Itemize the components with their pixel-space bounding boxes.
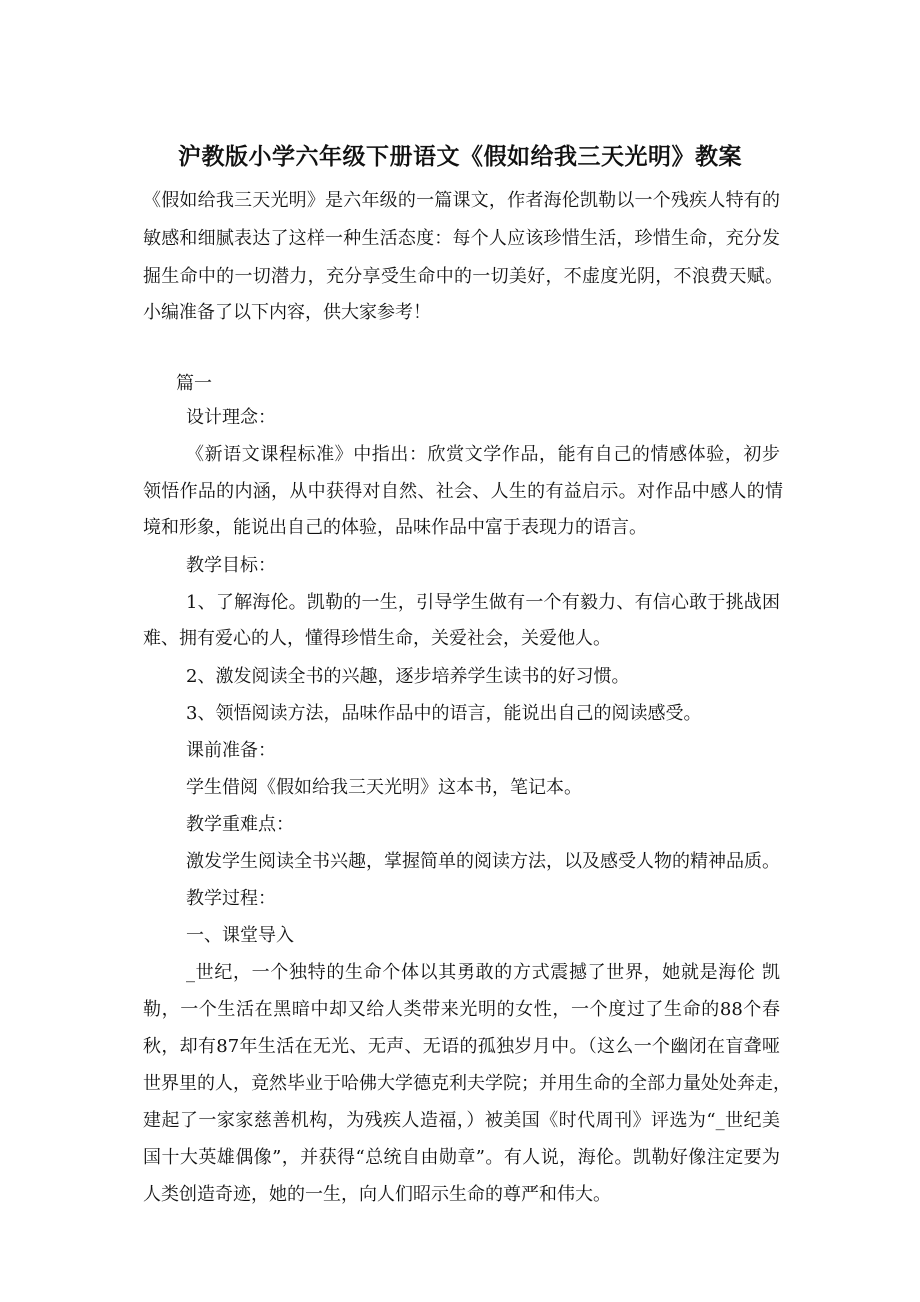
goal-line: 3、领悟阅读方法，品味作品中的语言，能说出自己的阅读感受。 xyxy=(186,703,702,724)
prep-text: 学生借阅《假如给我三天光明》这本书，笔记本。 xyxy=(186,777,582,798)
step-line: 世界里的人，竟然毕业于哈佛大学德克利夫学院；并用生命的全部力量处处奔走， xyxy=(143,1073,791,1094)
goal-line: 1、了解海伦。凯勒的一生，引导学生做有一个有毅力、有信心敢于挑战困 xyxy=(186,592,780,613)
goal-line: 2、激发阅读全书的兴趣，逐步培养学生读书的好习惯。 xyxy=(186,666,630,687)
step-heading: 一、课堂导入 xyxy=(186,925,294,946)
prep-heading: 课前准备： xyxy=(186,740,276,761)
key-text: 激发学生阅读全书兴趣，掌握简单的阅读方法，以及感受人物的精神品质。 xyxy=(186,851,780,872)
step-line: 国十大英雄偶像”，并获得“总统自由勋章”。有人说，海伦。凯勒好像注定要为 xyxy=(143,1147,780,1168)
intro-line: 敏感和细腻表达了这样一种生活态度：每个人应该珍惜生活，珍惜生命，充分发 xyxy=(143,228,780,249)
intro-line: 《假如给我三天光明》是六年级的一篇课文，作者海伦凯勒以一个残疾人特有的 xyxy=(143,190,780,211)
page-title: 沪教版小学六年级下册语文《假如给我三天光明》教案 xyxy=(178,143,742,170)
key-heading: 教学重难点： xyxy=(186,814,294,835)
section-heading: 篇一 xyxy=(176,373,212,394)
intro-line: 掘生命中的一切潜力，充分享受生命中的一切美好，不虚度光阴，不浪费天赋。 xyxy=(143,266,783,287)
goal-line: 难、拥有爱心的人，懂得珍惜生命，关爱社会，关爱他人。 xyxy=(143,628,611,649)
design-heading: 设计理念： xyxy=(186,407,276,428)
step-line: 人类创造奇迹，她的一生，向人们昭示生命的尊严和伟大。 xyxy=(143,1184,611,1205)
step-line: _世纪，一个独特的生命个体以其勇敢的方式震撼了世界，她就是海伦 凯 xyxy=(186,962,780,983)
goals-heading: 教学目标： xyxy=(186,555,276,576)
process-heading: 教学过程： xyxy=(186,888,276,909)
step-line: 建起了一家家慈善机构，为残疾人造福，）被美国《时代周刊》评选为“_世纪美 xyxy=(143,1110,780,1131)
step-line: 秋，却有87年生活在无光、无声、无语的孤独岁月中。（这么一个幽闭在盲聋哑 xyxy=(143,1036,780,1057)
step-line: 勒，一个生活在黑暗中却又给人类带来光明的女性，一个度过了生命的88个春 xyxy=(143,999,780,1020)
design-line: 境和形象，能说出自己的体验，品味作品中富于表现力的语言。 xyxy=(143,517,647,538)
intro-line: 小编准备了以下内容，供大家参考！ xyxy=(143,302,431,323)
design-line: 领悟作品的内涵，从中获得对自然、社会、人生的有益启示。对作品中感人的情 xyxy=(143,481,783,502)
design-line: 《新语文课程标准》中指出：欣赏文学作品，能有自己的情感体验，初步 xyxy=(186,444,780,465)
